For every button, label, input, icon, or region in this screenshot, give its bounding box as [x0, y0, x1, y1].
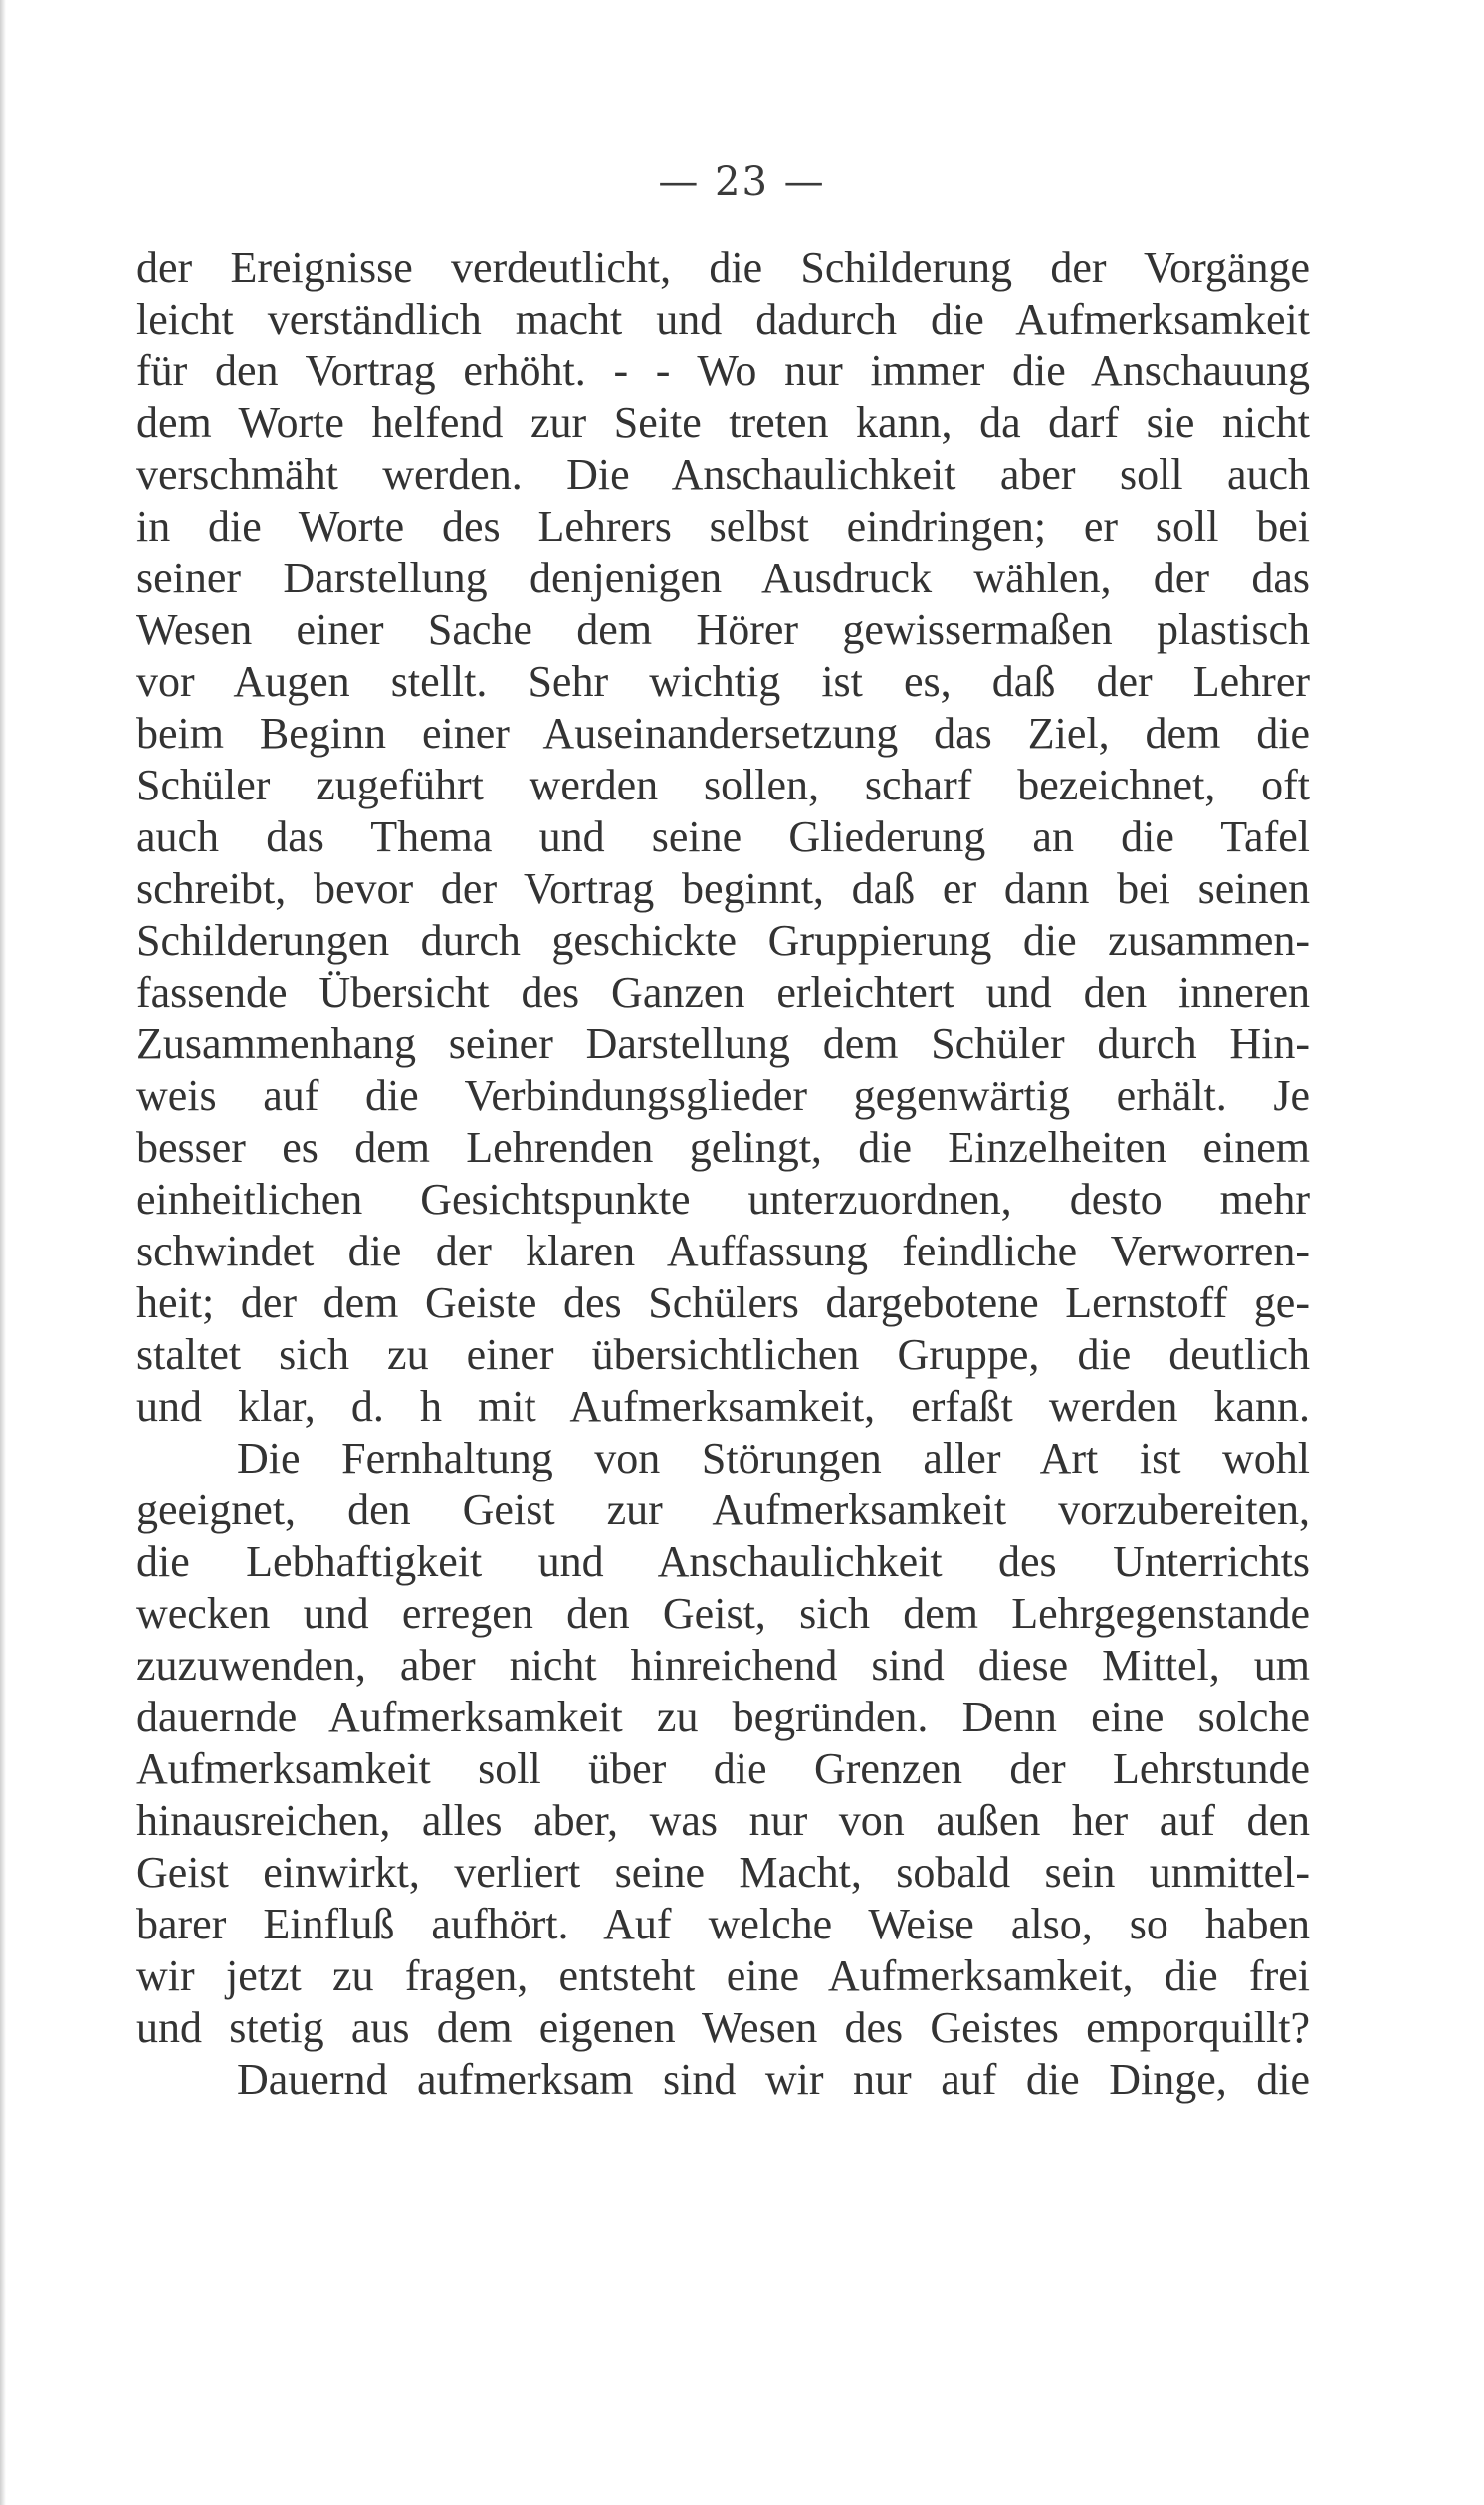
text-line: weis auf die Verbindungsglieder gegenwärtig erhält. Je: [136, 1071, 1310, 1120]
text-line: Zusammenhang seiner Darstellung dem Schüler durch Hin-: [136, 1020, 1310, 1068]
text-line: Wesen einer Sache dem Hörer gewissermaßen plastisch: [136, 605, 1310, 654]
text-line: heit; der dem Geiste des Schülers dargebotene Lernstoff ge-: [136, 1278, 1310, 1327]
text-line: Schilderungen durch geschickte Gruppierung die zusammen-: [136, 916, 1310, 965]
text-line: einheitlichen Gesichtspunkte unterzuordnen, desto mehr: [136, 1175, 1310, 1224]
page-edge-shadow: [0, 0, 6, 2505]
text-line: wecken und erregen den Geist, sich dem Lehrgegenstande: [136, 1589, 1310, 1638]
text-line: staltet sich zu einer übersichtlichen Gruppe, die deutlich: [136, 1330, 1310, 1379]
text-line: und klar, d. h mit Aufmerksamkeit, erfaßt werden kann.: [136, 1382, 1310, 1431]
text-line: zuzuwenden, aber nicht hinreichend sind diese Mittel, um: [136, 1641, 1310, 1690]
text-line: Aufmerksamkeit soll über die Grenzen der Lehrstunde: [136, 1744, 1310, 1793]
text-line: besser es dem Lehrenden gelingt, die Einzelheiten einem: [136, 1123, 1310, 1172]
text-line: vor Augen stellt. Sehr wichtig ist es, daß der Lehrer: [136, 657, 1310, 706]
paragraph-start-line: Die Fernhaltung von Störungen aller Art ist wohl: [237, 1434, 1310, 1482]
text-line: hinausreichen, alles aber, was nur von außen her auf den: [136, 1796, 1310, 1845]
text-line: seiner Darstellung denjenigen Ausdruck wählen, der das: [136, 554, 1310, 602]
body-text: [136, 242, 1310, 2106]
text-line: wir jetzt zu fragen, entsteht eine Aufmerksamkeit, die frei: [136, 1951, 1310, 2000]
text-line: barer Einfluß aufhört. Auf welche Weise also, so haben: [136, 1900, 1310, 1948]
text-line: beim Beginn einer Auseinandersetzung das Ziel, dem die: [136, 709, 1310, 758]
text-line: und stetig aus dem eigenen Wesen des Geistes emporquillt?: [136, 2003, 1310, 2052]
text-line: die Lebhaftigkeit und Anschaulichkeit des Unterrichts: [136, 1537, 1310, 1586]
page-number: — 23 —: [658, 159, 826, 205]
text-line: verschmäht werden. Die Anschaulichkeit aber soll auch: [136, 450, 1310, 499]
paragraph-start-line: Dauernd aufmerksam sind wir nur auf die Dinge, die: [237, 2055, 1310, 2104]
text-line: Geist einwirkt, verliert seine Macht, sobald sein unmittel-: [136, 1848, 1310, 1897]
text-line: auch das Thema und seine Gliederung an die Tafel: [136, 812, 1310, 861]
text-line: schreibt, bevor der Vortrag beginnt, daß er dann bei seinen: [136, 864, 1310, 913]
text-line: schwindet die der klaren Auffassung feindliche Verworren-: [136, 1227, 1310, 1275]
text-line: der Ereignisse verdeutlicht, die Schilderung der Vorgänge: [136, 243, 1310, 292]
text-line: in die Worte des Lehrers selbst eindringen; er soll bei: [136, 502, 1310, 551]
text-line: dem Worte helfend zur Seite treten kann, da darf sie nicht: [136, 398, 1310, 447]
text-line: leicht verständlich macht und dadurch die Aufmerksamkeit: [136, 295, 1310, 343]
text-line: dauernde Aufmerksamkeit zu begründen. Denn eine solche: [136, 1693, 1310, 1741]
text-line: fassende Übersicht des Ganzen erleichtert und den inneren: [136, 968, 1310, 1017]
text-line: für den Vortrag erhöht. - - Wo nur immer die Anschauung: [136, 346, 1310, 395]
text-line: geeignet, den Geist zur Aufmerksamkeit vorzubereiten,: [136, 1485, 1310, 1534]
text-line: Schüler zugeführt werden sollen, scharf bezeichnet, oft: [136, 761, 1310, 809]
